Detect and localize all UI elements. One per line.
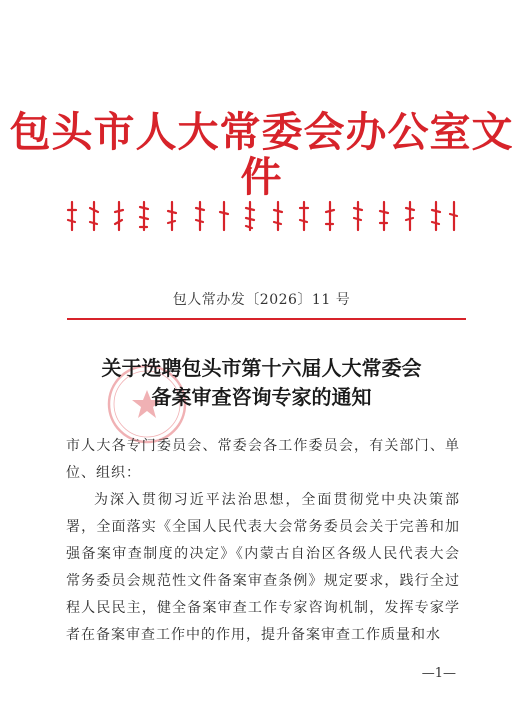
notice-title-line-1: 关于选聘包头市第十六届人大常委会: [101, 356, 422, 380]
red-divider-line: [67, 318, 466, 320]
page-number: —1—: [421, 666, 456, 681]
document-number: 包人常办发〔2026〕11 号: [172, 292, 351, 308]
salutation: 市人大各专门委员会、常委会各工作委员会，有关部门、单位、组织：: [66, 438, 460, 481]
notice-body: [66, 433, 460, 649]
notice-title: [0, 354, 523, 412]
mongolian-script-line: [64, 198, 459, 234]
masthead-title: 包头市人大常委会办公室文件: [9, 108, 514, 202]
notice-title-line-2: 备案审查咨询专家的通知: [151, 385, 372, 409]
body-paragraph-1: 为深入贯彻习近平法治思想，全面贯彻党中央决策部署，全面落实《全国人民代表大会常务委员会关于完善和加强备案审查制度的决定》《内蒙古自治区各级人民代表大会常务委员会规范性文件备案审查条例》规定要求，践行全过程人民民主，健全备案审查工作专家咨询机制，发挥专家学者在备案审查工作中的作用，提升备案审查工作质量和水: [66, 492, 460, 643]
